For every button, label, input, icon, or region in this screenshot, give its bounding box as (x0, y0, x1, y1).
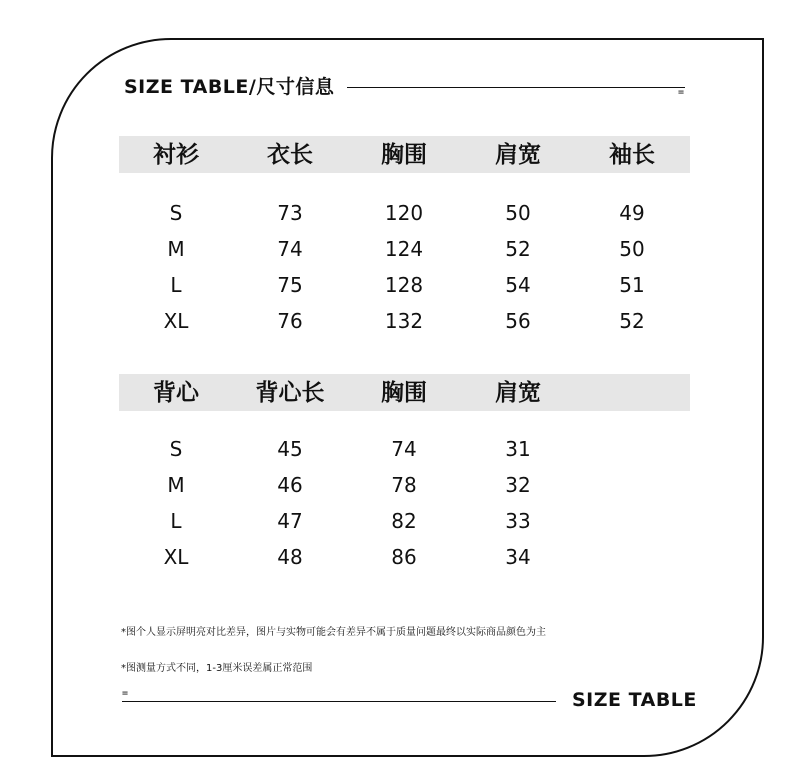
table-cell: XL (163, 545, 189, 569)
table-cell: 47 (277, 509, 303, 533)
shirt-header-type: 衬衫 (153, 141, 199, 168)
shirt-header-sleeve: 袖长 (609, 141, 655, 168)
table-cell: 52 (505, 237, 531, 261)
footer-divider (122, 701, 556, 702)
equals-mark-bottom: = (122, 688, 129, 699)
table-cell: 32 (505, 473, 531, 497)
equals-mark-top: = (678, 87, 685, 98)
table-cell: 50 (619, 237, 645, 261)
shirt-header-chest: 胸围 (381, 141, 427, 168)
table-cell: 34 (505, 545, 531, 569)
table-cell: 51 (619, 273, 645, 297)
shirt-header-shoulder: 肩宽 (495, 141, 541, 168)
vest-table-header (119, 374, 690, 411)
table-cell: 48 (277, 545, 303, 569)
table-cell: L (170, 273, 182, 297)
table-cell: 46 (277, 473, 303, 497)
note-display-difference: *图个人显示屏明亮对比差异，图片与实物可能会有差异不属于质量问题最终以实际商品颜色为主 (121, 627, 546, 638)
table-cell: L (170, 509, 182, 533)
vest-header-chest: 胸围 (381, 379, 427, 406)
table-cell: 124 (384, 237, 424, 261)
table-cell: S (169, 201, 183, 225)
table-cell: 120 (384, 201, 424, 225)
table-cell: 49 (619, 201, 645, 225)
shirt-table-header (119, 136, 690, 173)
table-cell: 45 (277, 437, 303, 461)
table-cell: 73 (277, 201, 303, 225)
shirt-header-length: 衣长 (267, 141, 313, 168)
table-cell: S (169, 437, 183, 461)
table-cell: 56 (505, 309, 531, 333)
table-cell: 86 (391, 545, 417, 569)
table-cell: 54 (505, 273, 531, 297)
vest-header-length: 背心长 (255, 379, 325, 406)
table-cell: 50 (505, 201, 531, 225)
table-cell: M (167, 237, 185, 261)
footer-label: SIZE TABLE (572, 689, 697, 711)
table-cell: 33 (505, 509, 531, 533)
table-cell: 76 (277, 309, 303, 333)
vest-header-shoulder: 肩宽 (495, 379, 541, 406)
table-cell: XL (163, 309, 189, 333)
table-cell: 82 (391, 509, 417, 533)
table-cell: 74 (391, 437, 417, 461)
table-cell: 132 (384, 309, 424, 333)
table-cell: 52 (619, 309, 645, 333)
title-divider (347, 87, 685, 88)
note-measurement-tolerance: *图测量方式不同，1-3厘米误差属正常范围 (121, 663, 313, 674)
table-cell: 75 (277, 273, 303, 297)
table-cell: 74 (277, 237, 303, 261)
table-cell: 31 (505, 437, 531, 461)
page-title: SIZE TABLE/尺寸信息 (124, 76, 335, 98)
vest-header-type: 背心 (153, 379, 199, 406)
table-cell: 78 (391, 473, 417, 497)
table-cell: M (167, 473, 185, 497)
table-cell: 128 (384, 273, 424, 297)
